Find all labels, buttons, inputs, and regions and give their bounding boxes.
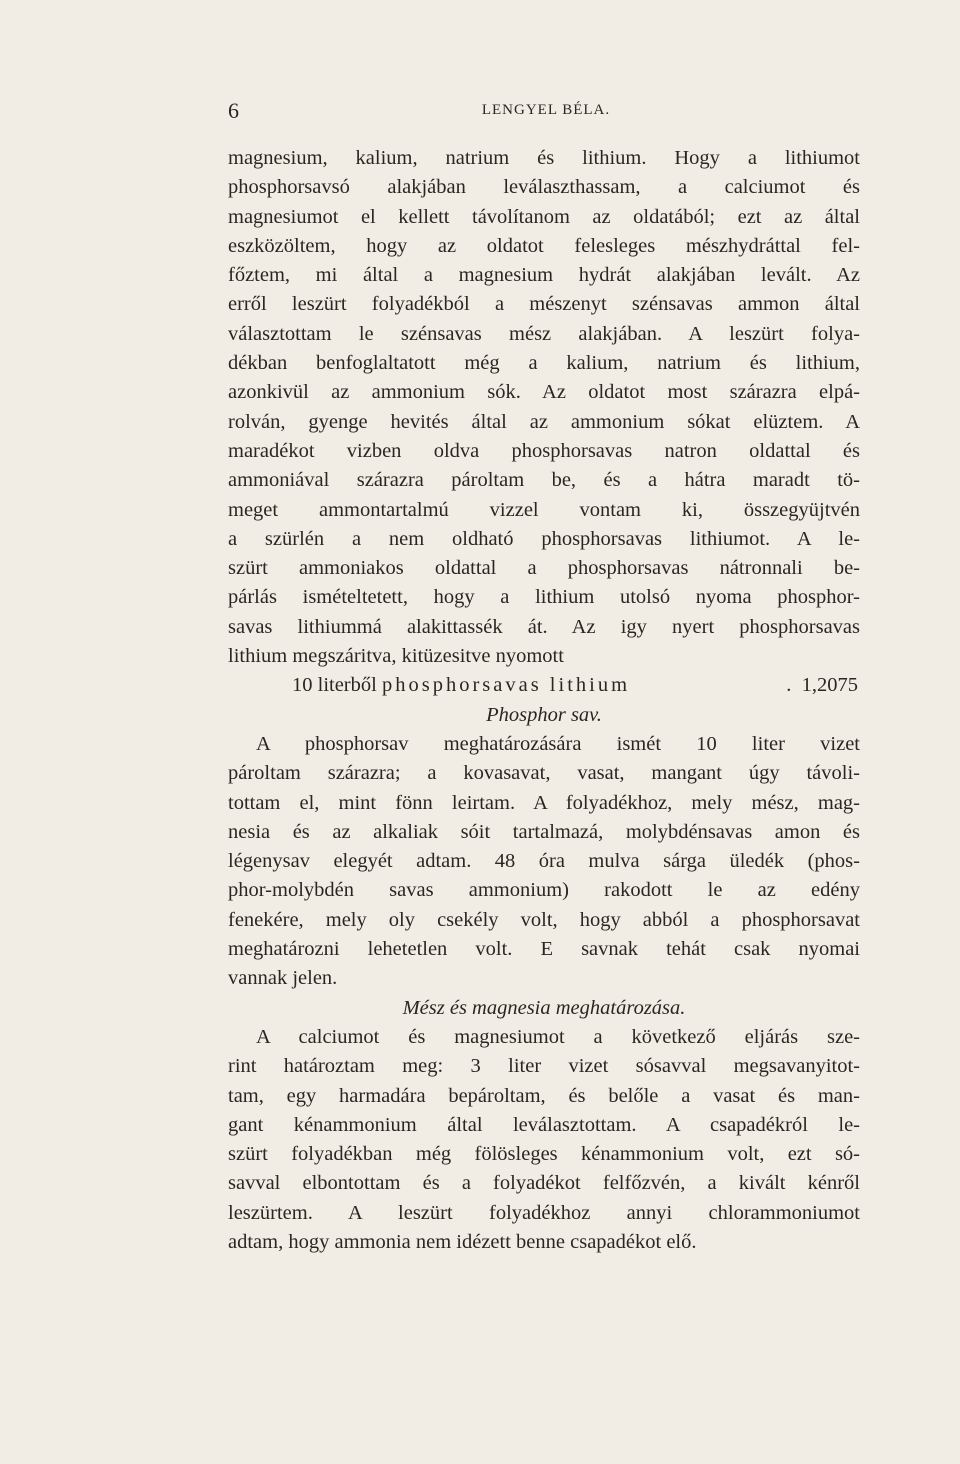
text-line: A calciumot és magnesiumot a következő eljárás sze-	[256, 1025, 860, 1048]
section-heading-calcium-magnesia: Mész és magnesia meghatározása.	[402, 996, 686, 1019]
text-line: szürt ammoniakos oldattal a phosphorsavas nátronnali be-	[228, 557, 860, 580]
paragraph-phosphor	[228, 730, 860, 994]
page-body	[228, 144, 860, 1257]
text-line: főztem, mi által a magnesium hydrát alakjában levált. Az	[228, 264, 860, 287]
text-line: azonkivül az ammonium sók. Az oldatot most szárazra elpá-	[228, 381, 860, 404]
text-line: rint határoztam meg: 3 liter vizet sósavval megsavanyitot-	[228, 1055, 860, 1078]
text-line: maradékot vizben oldva phosphorsavas natron oldattal és	[228, 439, 860, 462]
text-line: fenekére, mely oly csekély volt, hogy abból a phosphorsavat	[228, 908, 860, 931]
text-line: tam, egy harmadára bepároltam, és belőle a vasat és man-	[228, 1084, 860, 1107]
text-line: a szürlén a nem oldható phosphorsavas lithiumot. A le-	[228, 527, 860, 550]
result-line	[228, 671, 860, 700]
text-line: vannak jelen.	[228, 967, 338, 990]
text-line: phosphorsavsó alakjában leválaszthassam, a calciumot és	[228, 176, 860, 199]
text-line: leszürtem. A leszürt folyadékhoz annyi chlorammoniumot	[228, 1201, 860, 1224]
result-substance: phosphorsavas lithium	[381, 674, 631, 697]
paragraph-calcium	[228, 1023, 860, 1257]
text-line: A phosphorsav meghatározására ismét 10 liter vizet	[256, 732, 860, 755]
result-volume: 10 literből	[292, 674, 377, 697]
text-line: adtam, hogy ammonia nem idézett benne csapadékot elő.	[228, 1230, 697, 1253]
text-line: erről leszürt folyadékból a mészenyt szénsavas ammon által	[228, 293, 860, 316]
text-line: savas lithiummá alakittassék át. Az igy nyert phosphorsavas	[228, 615, 860, 638]
text-line: párlás ismételtetett, hogy a lithium utolsó nyoma phosphor-	[228, 586, 860, 609]
text-line: légenysav elegyét adtam. 48 óra mulva sárga üledék (phos-	[228, 850, 860, 873]
text-line: savval elbontottam és a folyadékot felfőzvén, a kivált kénről	[228, 1172, 860, 1195]
text-line: nesia és az alkaliak sóit tartalmazá, molybdénsavas amon és	[228, 820, 860, 843]
page-number: 6	[228, 98, 239, 123]
result-value-group	[786, 671, 858, 700]
text-line: szürt folyadékban még fölösleges kénammonium volt, ezt só-	[228, 1143, 860, 1166]
text-line: lithium megszáritva, kitüzesitve nyomott	[228, 645, 564, 668]
section-heading-phosphor: Phosphor sav.	[486, 703, 602, 726]
text-line: magnesiumot el kellett távolítanom az oldatából; ezt az által	[228, 205, 860, 228]
result-dot: .	[786, 674, 792, 697]
text-line: phor-molybdén savas ammonium) rakodott le az edény	[228, 879, 860, 902]
text-line: meghatározni lehetetlen volt. E savnak tehát csak nyomai	[228, 938, 860, 961]
text-line: meget ammontartalmú vizzel vontam ki, összegyüjtvén	[228, 498, 860, 521]
text-line: rolván, gyenge hevités által az ammonium sókat elüztem. A	[228, 410, 860, 433]
text-line: ammoniával szárazra pároltam be, és a hátra maradt tö-	[228, 469, 860, 492]
paragraph-lithium	[228, 144, 860, 671]
text-line: magnesium, kalium, natrium és lithium. Hogy a lithiumot	[228, 147, 860, 169]
text-line: eszközöltem, hogy az oldatot felesleges mészhydráttal fel-	[228, 234, 860, 257]
result-value: 1,2075	[801, 674, 858, 697]
text-line: dékban benfoglaltatott még a kalium, natrium és lithium,	[228, 352, 860, 375]
text-line: gant kénammonium által leválasztottam. A csapadékról le-	[228, 1113, 860, 1136]
page-header	[228, 98, 864, 128]
result-label	[292, 671, 630, 700]
text-line: választottam le szénsavas mész alakjában. A leszürt folya-	[228, 322, 860, 345]
text-line: tottam el, mint fönn leirtam. A folyadékhoz, mely mész, mag-	[228, 791, 860, 814]
text-line: pároltam szárazra; a kovasavat, vasat, mangant úgy távoli-	[228, 762, 860, 785]
running-title: LENGYEL BÉLA.	[481, 102, 611, 118]
